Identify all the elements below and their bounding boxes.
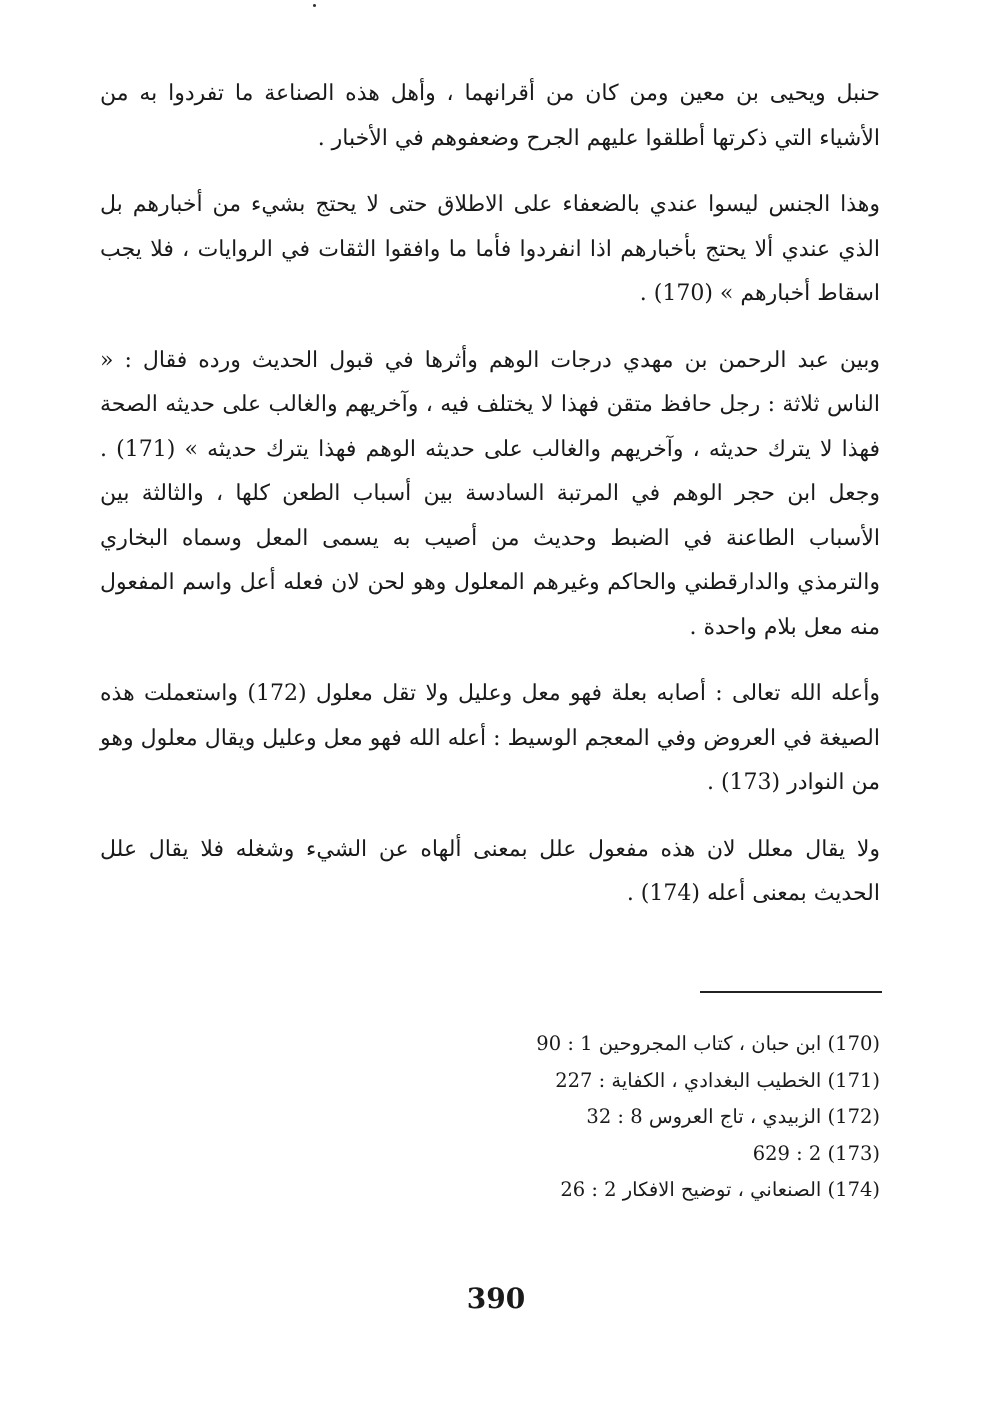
paragraph [100,72,880,161]
footnote-173: (173) 2 : 629 [752,1141,880,1165]
page-number: 390 [466,1282,526,1315]
paragraph [100,672,880,806]
paragraph-text: ولا يقال معلل لان هذه مفعول علل بمعنى ألهاه عن الشيء وشغله فلا يقال علل الحديث بمعنى أعله (174) . [100,836,880,906]
footnote-174: (174) الصنعاني ، توضيح الافكار 2 : 26 [560,1178,880,1201]
scan-speck [313,4,316,7]
paragraph-text: وهذا الجنس ليسوا عندي بالضعفاء على الاطلاق حتى لا يحتج بشيء من أخبارهم بل الذي عندي ألا يحتج بأخبارهم اذا انفردوا فأما ما وافقوا الثقات في الروايات ، فلا يجب اسقاط أخبارهم » (170) . [100,192,880,306]
footnote-170: (170) ابن حبان ، كتاب المجروحين 1 : 90 [536,1032,880,1055]
footnote-171: (171) الخطيب البغدادي ، الكفاية : 227 [555,1068,880,1092]
footnotes [100,1026,880,1209]
paragraph [100,183,880,317]
paragraph [100,828,880,917]
paragraph-text: حنبل ويحيى بن معين ومن كان من أقرانهما ، وأهل هذه الصناعة ما تفردوا به من الأشياء التي ذكرتها أطلقوا عليهم الجرح وضعفوهم في الأخبار . [100,81,881,151]
paragraph-text: وأعله الله تعالى : أصابه بعلة فهو معل وعليل ولا تقل معلول (172) واستعملت هذه الصيغة في العروض وفي المعجم الوسيط : أعله الله فهو معل وعليل ويقال معلول وهو من النوادر (173) . [100,681,880,795]
footnote-divider [700,991,882,993]
paragraph [100,339,880,651]
paragraph-text: وبين عبد الرحمن بن مهدي درجات الوهم وأثرها في قبول الحديث ورده فقال : « الناس ثلاثة : رجل حافظ متقن فهذا لا يختلف فيه ، وآخريهم والغالب على حديثه الصحة فهذا لا يترك حديثه ، وآخريهم والغالب على حديثه الوهم فهذا يترك حديثه » (171) . وجعل ابن حجر الوهم في المرتبة السادسة بين أسباب الطعن كلها ، والثالثة بين الأسباب الطاعنة في الضبط وحديث من أصيب به يسمى المعل وسماه البخاري والترمذي والدارقطني والحاكم وغيرهم المعلول وهو لحن لان فعله أعل واسم المفعول منه معل بلام واحدة . [100,347,880,640]
main-text [100,72,880,939]
footnote-172: (172) الزبيدي ، تاج العروس 8 : 32 [586,1105,880,1128]
